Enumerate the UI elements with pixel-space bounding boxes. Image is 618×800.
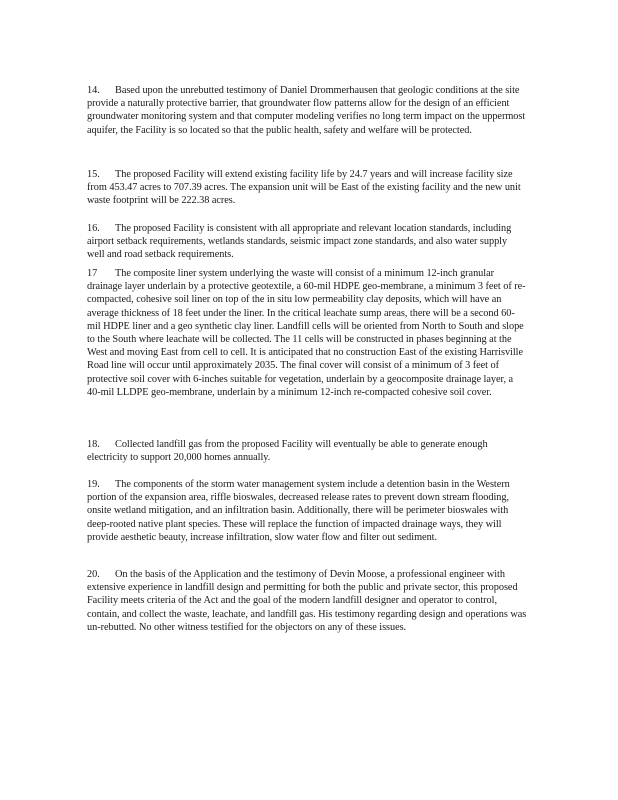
paragraph-20 (87, 568, 527, 634)
paragraph-text: The components of the storm water management system include a detention basin in the Western portion of the expansion area, riffle bioswales, decreased release rates to prevent down stream flooding, onsite wetland mitigation, and an infiltration basin. Additionally, there will be perimeter bioswales with deep-rooted native plant species. These will replace the function of impacted drainage ways, they will provide aesthetic beauty, increase infiltration, slow water flow and filter out sediment. (87, 479, 510, 543)
paragraph-number: 16. (87, 223, 100, 234)
paragraph-text: Collected landfill gas from the proposed Facility will eventually be able to generate enough electricity to support 20,000 homes annually. (87, 439, 488, 464)
paragraph-number: 19. (87, 479, 100, 490)
paragraph-15 (87, 168, 527, 208)
paragraph-14 (87, 84, 527, 137)
paragraph-17 (87, 267, 527, 399)
paragraph-text: On the basis of the Application and the testimony of Devin Moose, a professional engineer with extensive experience in landfill design and permitting for both the public and private sector, this proposed Facility meets criteria of the Act and the goal of the modern landfill designer and operator to control, contain, and collect the waste, leachate, and landfill gas. His testimony regarding design and operations was un-rebutted. No other witness testified for the objectors on any of these issues. (87, 569, 527, 633)
paragraph-number: 17 (87, 268, 98, 279)
paragraph-18 (87, 438, 527, 464)
paragraph-text: The composite liner system underlying the waste will consist of a minimum 12-inch granular drainage layer underlain by a protective geotextile, a 60-mil HDPE geo-membrane, a minimum 3 feet of re-compacted, cohesive soil liner on top of the in situ low permeability clay deposits, which will have an average thickness of 18 feet under the liner. In the critical leachate sump areas, there will be a second 60-mil HDPE liner and a geo synthetic clay liner. Landfill cells will be oriented from North to South and slope to the South where leachate will be collected. The 11 cells will be constructed in phases beginning at the West and moving East from cell to cell. It is anticipated that no construction East of the existing Harrisville Road line will occur until approximately 2035. The final cover will consist of a minimum of 3 feet of protective soil cover with 6-inches suitable for vegetation, underlain by a geocomposite drainage layer, a 40-mil LLDPE geo-membrane, underlain by a minimum 12-inch re-compacted cohesive soil cover. (87, 268, 526, 398)
paragraph-number: 15. (87, 169, 100, 180)
paragraph-text: Based upon the unrebutted testimony of Daniel Drommerhausen that geologic conditions at the site provide a naturally protective barrier, that groundwater flow patterns allow for the design of an efficient groundwater monitoring system and that computer modeling verifies no long term impact on the uppermost aquifer, the Facility is so located so that the public health, safety and welfare will be protected. (87, 85, 526, 136)
paragraph-text: The proposed Facility will extend existing facility life by 24.7 years and will increase facility size from 453.47 acres to 707.39 acres. The expansion unit will be East of the existing facility and the new unit waste footprint will be 222.38 acres. (87, 169, 521, 207)
paragraph-number: 14. (87, 85, 100, 96)
paragraph-number: 18. (87, 439, 100, 450)
paragraph-16 (87, 222, 527, 262)
paragraph-19 (87, 478, 527, 544)
paragraph-text: The proposed Facility is consistent with all appropriate and relevant location standards, including airport setback requirements, wetlands standards, seismic impact zone standards, and also water supply well and road setback requirements. (87, 223, 512, 261)
paragraph-number: 20. (87, 569, 100, 580)
